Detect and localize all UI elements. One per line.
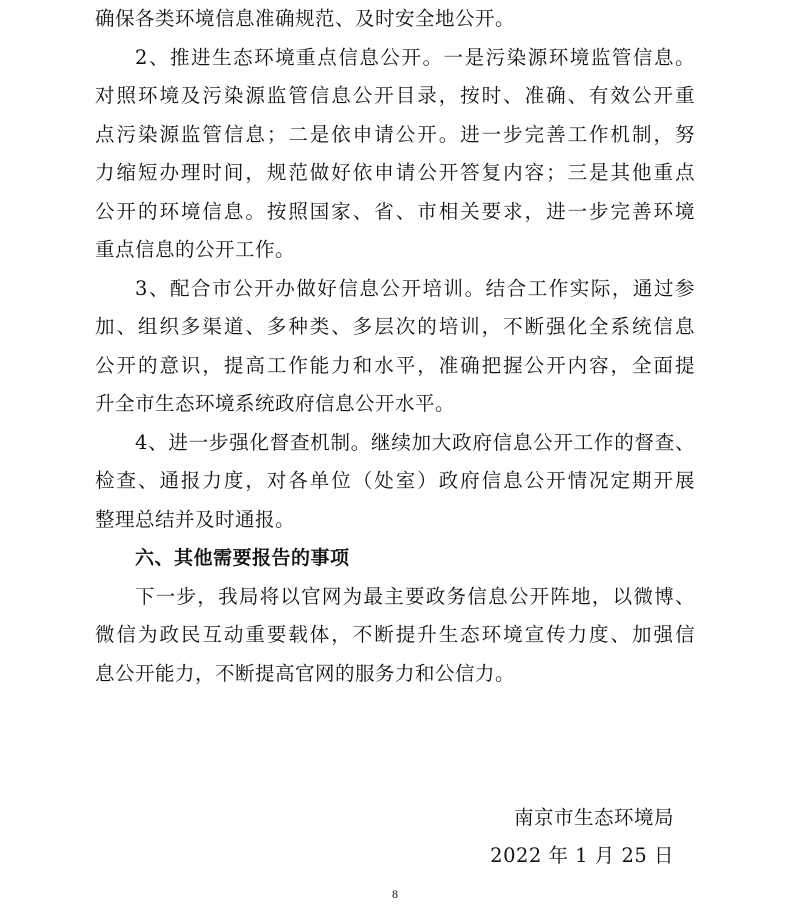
signature-organization: 南京市生态环境局 <box>513 806 674 829</box>
body-paragraphs <box>95 0 695 539</box>
text-line: 确保各类环境信息准确规范、及时安全地公开。 <box>95 7 516 30</box>
text-line: 公开的意识，提高工作能力和水平，准确把握公开内容，全面提 <box>95 353 695 377</box>
text-line: 3、配合市公开办做好信息公开培训。结合工作实际，通过参 <box>135 276 695 300</box>
document-page <box>95 0 695 693</box>
closing-paragraph <box>95 578 695 694</box>
text-line: 4、进一步强化督查机制。继续加大政府信息公开工作的督查、 <box>135 430 695 454</box>
text-line: 整理总结并及时通报。 <box>95 507 296 531</box>
text-line: 点污染源监管信息；二是依申请公开。进一步完善工作机制，努 <box>95 122 695 146</box>
text-line: 力缩短办理时间，规范做好依申请公开答复内容；三是其他重点 <box>95 161 695 184</box>
text-line: 对照环境及污染源监管信息公开目录，按时、准确、有效公开重 <box>95 84 695 107</box>
text-line: 微信为政民互动重要载体，不断提升生态环境宣传力度、加强信 <box>95 623 695 646</box>
text-line: 检查、通报力度，对各单位（处室）政府信息公开情况定期开展 <box>95 469 695 492</box>
text-line: 重点信息的公开工作。 <box>95 238 296 261</box>
page-number: 8 <box>392 887 398 901</box>
text-line: 升全市生态环境系统政府信息公开水平。 <box>95 392 456 415</box>
text-line: 息公开能力，不断提高官网的服务力和公信力。 <box>95 661 516 685</box>
text-line: 公开的环境信息。按照国家、省、市相关要求，进一步完善环境 <box>95 199 695 223</box>
signature-block <box>490 800 674 873</box>
section-heading: 六、其他需要报告的事项 <box>135 547 350 569</box>
signature-date: 2022 年 1 月 25 日 <box>490 844 674 867</box>
text-line: 2、推进生态环境重点信息公开。一是污染源环境监管信息。 <box>135 45 695 69</box>
text-line: 下一步，我局将以官网为最主要政务信息公开阵地，以微博、 <box>135 584 695 608</box>
text-line: 加、组织多渠道、多种类、多层次的培训，不断强化全系统信息 <box>95 315 695 338</box>
